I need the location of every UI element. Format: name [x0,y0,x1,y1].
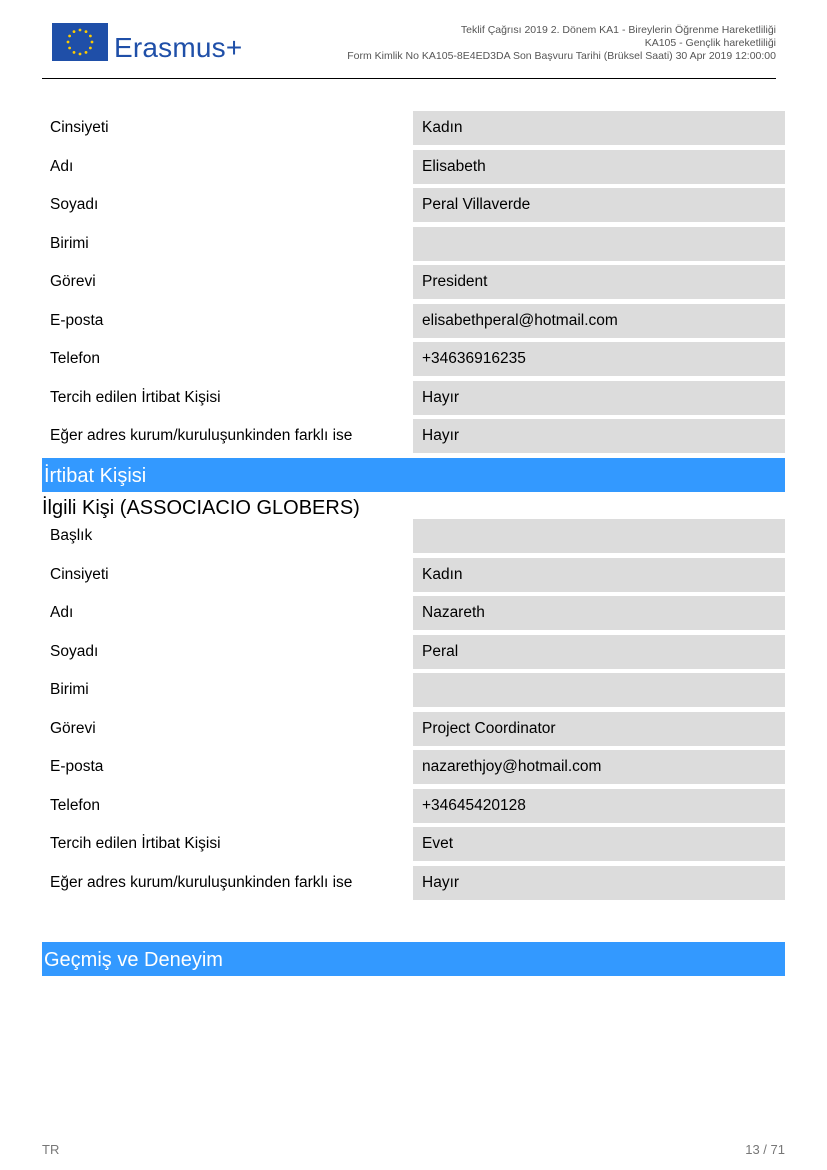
eu-stars-icon [52,23,108,61]
field-value-box [413,419,785,453]
field-value: Evet [422,835,454,852]
field-value-box [413,827,785,861]
field-label: Birimi [50,681,89,698]
field-label: Görevi [50,273,96,290]
field-label: Tercih edilen İrtibat Kişisi [50,389,221,406]
field-row [42,635,785,669]
field-value: +34636916235 [422,350,526,367]
section-title: İrtibat Kişisi [44,465,147,487]
field-row [42,419,785,453]
field-value: President [422,273,488,290]
section-header-background [42,942,785,976]
field-row [42,827,785,861]
eu-star-icon [89,47,92,50]
eu-star-icon [85,30,88,33]
field-label: Tercih edilen İrtibat Kişisi [50,835,221,852]
field-label: Soyadı [50,196,99,213]
eu-star-icon [79,29,82,32]
header-form-id-line: Form Kimlik No KA105-8E4ED3DA Son Başvuru Tarihi (Brüksel Saati) 30 Apr 2019 12:00:00 [347,50,776,62]
field-label: Telefon [50,797,100,814]
header-info [347,24,776,63]
field-value-box [413,304,785,338]
field-row [42,227,785,261]
field-value-box [413,188,785,222]
field-label: E-posta [50,312,104,329]
field-value: Kadın [422,566,463,583]
erasmus-logo-text: Erasmus+ [114,32,243,63]
field-row [42,519,785,553]
field-value: Hayır [422,874,460,891]
field-value-box [413,712,785,746]
eu-star-icon [68,47,71,50]
field-row [42,265,785,299]
field-row [42,304,785,338]
field-label: Birimi [50,235,89,252]
footer-page-number: 13 / 71 [745,1142,785,1157]
eu-star-icon [91,41,94,44]
eu-star-icon [89,35,92,38]
header-call-line: Teklif Çağrısı 2019 2. Dönem KA1 - Bireylerin Öğrenme Hareketliliği [460,24,776,36]
footer-language: TR [42,1142,60,1157]
field-value: Peral Villaverde [422,196,531,213]
eu-star-icon [73,51,76,54]
field-label: Soyadı [50,643,99,660]
field-label: E-posta [50,758,104,775]
eu-star-icon [67,41,70,44]
eu-star-icon [73,30,76,33]
field-label: Adı [50,604,74,621]
eu-star-icon [68,35,71,38]
field-row [42,596,785,630]
section-title: Geçmiş ve Deneyim [44,949,223,971]
field-label: Adı [50,158,74,175]
section-header-contact [42,458,785,492]
field-row [42,673,785,707]
field-row [42,188,785,222]
field-value: elisabethperal@hotmail.com [422,312,618,329]
field-value: Kadın [422,119,463,136]
field-value-box [413,227,785,261]
field-value: Elisabeth [422,158,486,175]
page-header [42,18,776,79]
field-row [42,789,785,823]
field-value-box [413,789,785,823]
field-value: Hayır [422,389,460,406]
field-row [42,712,785,746]
field-value-box [413,150,785,184]
header-action-line: KA105 - Gençlik hareketliliği [644,37,776,49]
field-row [42,111,785,145]
field-value: nazarethjoy@hotmail.com [422,758,602,775]
field-value-box [413,596,785,630]
field-value-box [413,635,785,669]
eu-star-icon [79,53,82,56]
field-value: Nazareth [422,604,485,621]
field-value: Hayır [422,427,460,444]
eu-star-icon [85,51,88,54]
field-value: +34645420128 [422,797,526,814]
field-value-box [413,558,785,592]
field-value-box [413,381,785,415]
field-label: Başlık [50,527,93,544]
field-label: Cinsiyeti [50,566,109,583]
field-value-box [413,673,785,707]
field-value-box [413,111,785,145]
field-row [42,558,785,592]
field-label: Telefon [50,350,100,367]
field-value: Project Coordinator [422,720,556,737]
field-label: Görevi [50,720,96,737]
field-value: Peral [422,643,459,660]
field-value-box [413,342,785,376]
contact-subtitle: İlgili Kişi (ASSOCIACIO GLOBERS) [42,497,360,519]
field-value-box [413,519,785,553]
field-row [42,150,785,184]
field-row [42,750,785,784]
field-label: Cinsiyeti [50,119,109,136]
field-value-box [413,866,785,900]
field-label: Eğer adres kurum/kuruluşunkinden farklı ise [50,874,353,891]
field-label: Eğer adres kurum/kuruluşunkinden farklı ise [50,427,353,444]
field-value-box [413,750,785,784]
field-value-box [413,265,785,299]
field-row [42,342,785,376]
field-row [42,381,785,415]
field-row [42,866,785,900]
eu-flag-icon [52,23,108,61]
